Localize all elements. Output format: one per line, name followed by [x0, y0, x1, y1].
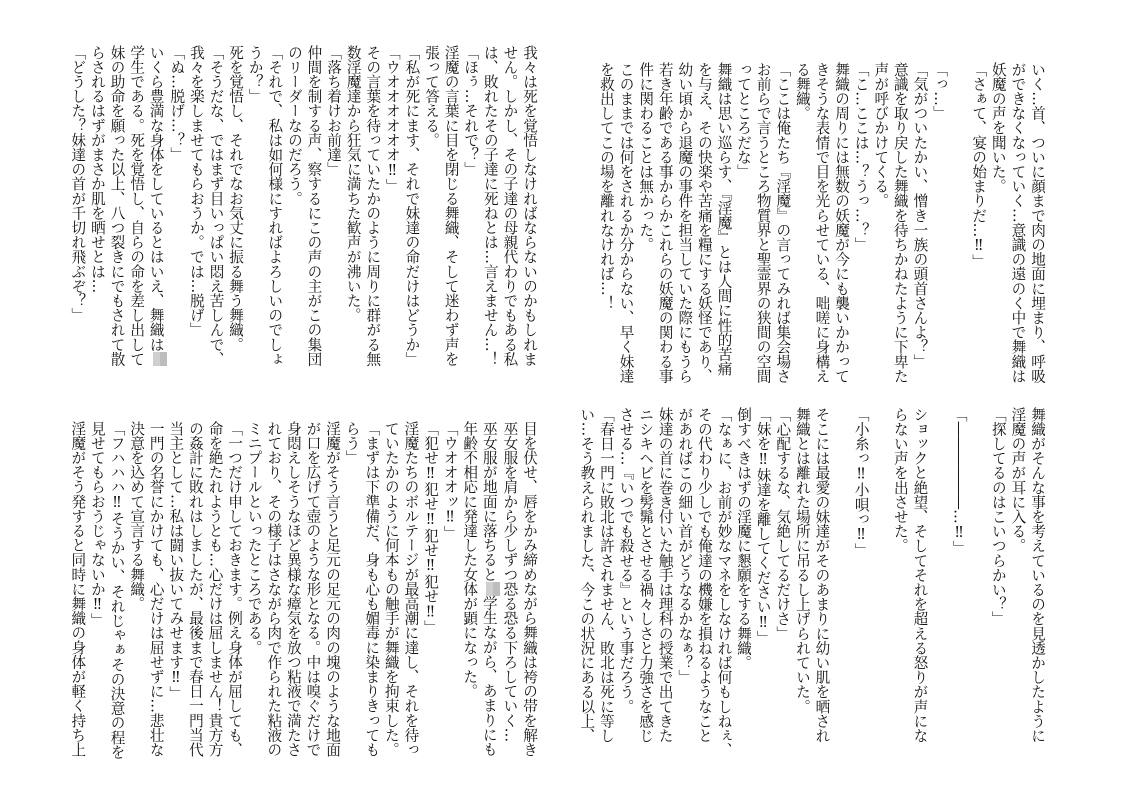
text-line: 舞織の周りには無数の妖魔が今にも襲いかかって: [833, 62, 851, 384]
text-line: うか？」: [246, 45, 264, 104]
text-line: きそうな表情で目を光らせている、咄嗟に身構え: [813, 62, 831, 384]
text-line: 命を絶たれようとも…心だけは屈しません！貴方方: [206, 421, 224, 757]
text-line: があればこの細い首がどうなるかなぁ？」: [676, 407, 694, 685]
text-line: 淫魔がそう言うと足元の足元の肉の塊のような地面: [324, 421, 342, 757]
right-page: [566, 0, 1131, 800]
text-line: 「フハハハ‼そうかい、それじゃぁその決意の程を: [108, 421, 126, 760]
text-line: 倒すべきはずの淫魔に懇願をする舞織。: [735, 407, 753, 670]
text-line: 我々は死を覚悟しなければならないのかもしれま: [521, 45, 538, 367]
text-line: 当主として…私は闘い抜いてみせます‼」: [167, 421, 185, 701]
blank-line: [871, 407, 891, 767]
text-line: 舞織がそんな事を考えているのを見透かしたように: [1029, 407, 1046, 743]
text-line: ニシキヘビを髣髴とさせる禍々しさと力強さを感じ: [637, 407, 655, 743]
text-line: 「こ…ここは…？うっ…？」: [852, 62, 870, 252]
text-line: らう」: [343, 421, 361, 465]
text-line: ミニプールといったところである。: [245, 421, 263, 655]
text-line: 淫魔の言葉に目を閉じる舞織、そして迷わず声を: [442, 45, 460, 367]
text-line: させる…『いつでも殺せる』という事だろう。: [617, 407, 635, 714]
text-line: 数淫魔達から狂気に満ちた歓声が沸いた。: [344, 45, 362, 323]
text-line: れており、その様子はさながら肉で作られた粘液の: [265, 421, 283, 757]
blank-line: [949, 62, 969, 407]
text-line: その代わり少しでも俺達の機嫌を損ねるようなこと: [695, 407, 713, 743]
text-line: 妹の助命を願った以上、八つ裂きにでもされて散: [108, 45, 126, 367]
text-line: 淫魔たちのボルテージが最高潮に達し、それを待っ: [402, 421, 420, 757]
text-line: 張って答える。: [423, 45, 441, 148]
text-line: 「それで、私は如何様にすればよろしいのでしょ: [266, 45, 284, 367]
text-line: ができなくなっていく…意識の遠のく中で舞織は: [1009, 62, 1027, 384]
text-line: 「さぁて、宴の始まりだ…‼」: [970, 62, 988, 269]
text-line: その言葉を待っていたかのように周りに群がる無: [364, 45, 382, 367]
text-line: 「そうだな、ではまず目いっぱい悶え苦しんで、: [207, 45, 225, 367]
text-line: 「ぬ…脱げ…？」: [168, 45, 186, 162]
text-line: の姦計に敗れはしましたが、最後まで春日一門当代: [186, 421, 204, 757]
text-line: る舞織。: [793, 62, 811, 121]
text-line: を与え、その快楽や苦痛を糧にする妖怪であり、: [695, 62, 713, 384]
text-line: 「探してるのはこいつらかい？」: [989, 407, 1007, 626]
text-line: 「っ…」: [931, 62, 949, 121]
text-line: が口を広げて壺のような形となる。中は嗅ぐだけで: [304, 421, 322, 757]
text-line: このままでは何をされるか分からない、早く妹達: [617, 62, 635, 384]
text-line: [146, 45, 167, 390]
text-line: 身悶えしそうなほど異様な瘴気を放つ粘液で満たさ: [284, 421, 302, 757]
text-line: 「なぁに、お前が妙なマネをしなければ何もしねぇ、: [715, 407, 733, 758]
text-line: のリーダーなのだろう。: [285, 45, 303, 206]
text-line: 「ウオオオオオオ‼」: [383, 45, 401, 194]
text-line: 巫女服を肩から少しずつ恐る恐る下ろしていく…: [501, 421, 519, 743]
text-line: 「気がついたかい、憎き一族の頭首さんよ？」: [911, 62, 929, 369]
text-line: 淫魔がそう発すると同時に舞織の身体が軽く持ち上: [69, 421, 87, 757]
text-line: いく…首、ついに顔まで肉の地面に埋まり、呼吸: [1029, 62, 1046, 384]
text-line: 「春日一門に敗北は許されません、敗北は死に等し: [597, 407, 615, 743]
text-line: ショックと絶望、そしてそれを超える怒りが声にな: [911, 407, 929, 743]
blank-line: [831, 407, 851, 767]
text-line: らない声を出させた。: [891, 407, 909, 553]
text-line: 舞織は思い巡らす、『淫魔』とは人間に性的苦痛: [715, 62, 733, 376]
censor-mosaic: [153, 352, 167, 366]
text-line: 幼い頃から退魔の事件を担当していた際にもうら: [676, 62, 694, 384]
text-line: 「犯せ‼犯せ‼犯せ‼犯せ‼」: [422, 421, 440, 635]
text-line: 若き年齢である事からかこれらの妖魔の関わる事: [656, 62, 674, 384]
text-line: 一門の名誉にかけても、心だけは屈せずに…悲壮な: [147, 421, 165, 757]
text-line: 妹達の首に巻き付いた触手は理科の授業で出てきた: [656, 407, 674, 743]
text-line: 仲間を制する声、察するにこの声の主がこの集団: [305, 45, 323, 367]
text-line: 「ほぅ…それで？」: [462, 45, 480, 177]
text-line: 「――――――…‼」: [950, 407, 968, 556]
text-line: 目を伏せ、唇をかみ締めながら舞織は袴の帯を解き: [521, 421, 538, 757]
text-line: ていたかのように何本もの触手が舞織を拘束した。: [382, 421, 400, 757]
blank-line: [929, 407, 949, 767]
text-line: 件に関わることは無かった。: [637, 62, 655, 252]
blank-line: [969, 407, 989, 767]
text-line: い…そう教えられました、今この状況にある以上、: [578, 407, 596, 743]
text-line: 意識を取り戻した舞織を待ちかねたように下卑た: [891, 62, 909, 384]
text-line: お前らで言うところ物質界と聖霊界の狭間の空間: [754, 62, 772, 384]
text-line: 「落ち着けお前達」: [325, 45, 343, 177]
text-line: 「ウオオオッ‼」: [441, 421, 459, 541]
text-line: を救出してこの場を離れなければ…！: [597, 62, 615, 311]
text-line: 学生である。死を覚悟し、自らの命を差し出して: [128, 45, 146, 367]
left-page-top-text: [68, 45, 539, 390]
text-line: 「まずは下準備だ、身も心も媚毒に染まりきっても: [363, 421, 381, 757]
text-line: 年齢不相応に発達した女体が顕になった。: [461, 421, 479, 699]
text-line: 「ここは俺たち『淫魔』の言ってみれば集会場さ: [774, 62, 792, 384]
right-page-top-text: [596, 62, 1047, 407]
right-page-bottom-text: [577, 407, 1047, 767]
text-line: ってところだな」: [735, 62, 753, 179]
text-line: 「一つだけ申しておきます。例え身体が屈しても、: [226, 421, 244, 757]
text-line: [479, 421, 500, 781]
text-line: 見せてもらおうじゃないか‼」: [88, 421, 106, 628]
text-line: 「どうした？妹達の首が千切れ飛ぶぞ？」: [69, 45, 87, 323]
text-line: 「心配するな、気絶してるだけさ」: [774, 407, 792, 641]
text-line: 妖魔の声を聞いた。: [989, 62, 1007, 194]
text-line: 我々を楽しませてもらおうか。では…脱げ」: [187, 45, 205, 337]
text-line: 「私が死にます、それで妹達の命だけはどうか」: [403, 45, 421, 367]
text-line: 舞織とは離れた場所に吊るし上げられていた。: [793, 407, 811, 714]
text-line: 「妹を‼妹達を離してください‼」: [754, 407, 772, 646]
left-page-bottom-text: [68, 421, 539, 781]
text-line: らされるはずがまさか肌を晒せとは…: [88, 45, 106, 294]
text-line: そこには最愛の妹達がそのあまりに幼い肌を晒され: [813, 407, 831, 743]
text-line: 「小糸っ‼小唄っ‼」: [852, 407, 870, 558]
text-segment: 学生ながら、あまりにも: [480, 595, 498, 757]
text-line: は、敗れたその子達に死ねとは…言えません…！: [481, 45, 499, 367]
text-segment: いくら豊満な身体をしているとはいえ、舞織は: [147, 45, 165, 352]
censor-mosaic: [486, 582, 500, 596]
text-line: 決意を込めて宣言する舞織。: [128, 421, 146, 611]
text-line: 声が呼びかけてくる。: [872, 62, 890, 208]
text-segment: 巫女服が地面に落ちると: [480, 421, 498, 582]
text-line: せん。しかし、その子達の母親代わりでもある私: [501, 45, 519, 367]
text-line: 死を覚悟し、それでなお気丈に振る舞う舞織。: [227, 45, 245, 352]
text-line: 淫魔の声が耳に入る。: [1009, 407, 1027, 553]
left-page: [0, 0, 565, 800]
